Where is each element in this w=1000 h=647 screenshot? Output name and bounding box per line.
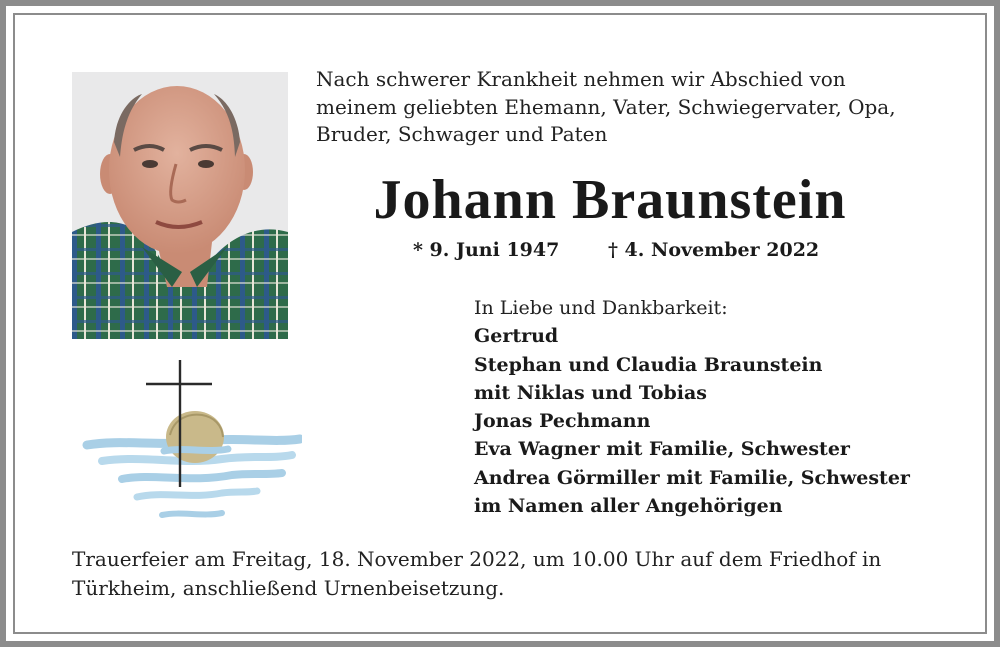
mourner-entry: Gertrud <box>474 325 559 348</box>
cross-illustration <box>82 355 302 530</box>
mourner-entry: im Namen aller Angehörigen <box>474 495 783 518</box>
mourner-entry: Jonas Pechmann <box>474 410 651 433</box>
mourners-list <box>474 294 974 520</box>
portrait-photo <box>72 72 288 339</box>
birth-date: * 9. Juni 1947 <box>413 239 560 261</box>
intro-line: Nach schwerer Krankheit nehmen wir Abschied von <box>316 67 846 91</box>
intro-line: Bruder, Schwager und Paten <box>316 122 608 146</box>
funeral-info <box>72 545 972 603</box>
mourner-entry: mit Niklas und Tobias <box>474 381 707 404</box>
intro-text <box>316 66 956 149</box>
funeral-info-line: Türkheim, anschließend Urnenbeisetzung. <box>72 576 505 600</box>
funeral-info-line: Trauerfeier am Freitag, 18. November 2022, um 10.00 Uhr auf dem Friedhof in <box>72 547 882 571</box>
intro-line: meinem geliebten Ehemann, Vater, Schwiegervater, Opa, <box>316 94 896 119</box>
deceased-name: Johann Braunstein <box>373 169 847 231</box>
mourner-entry: Stephan und Claudia Braunstein <box>474 353 823 376</box>
mourner-entry: Andrea Görmiller mit Familie, Schwester <box>474 466 910 489</box>
mourner-entry: Eva Wagner mit Familie, Schwester <box>474 438 850 461</box>
mourners-intro: In Liebe und Dankbarkeit: <box>474 297 728 319</box>
death-date: † 4. November 2022 <box>608 239 820 261</box>
